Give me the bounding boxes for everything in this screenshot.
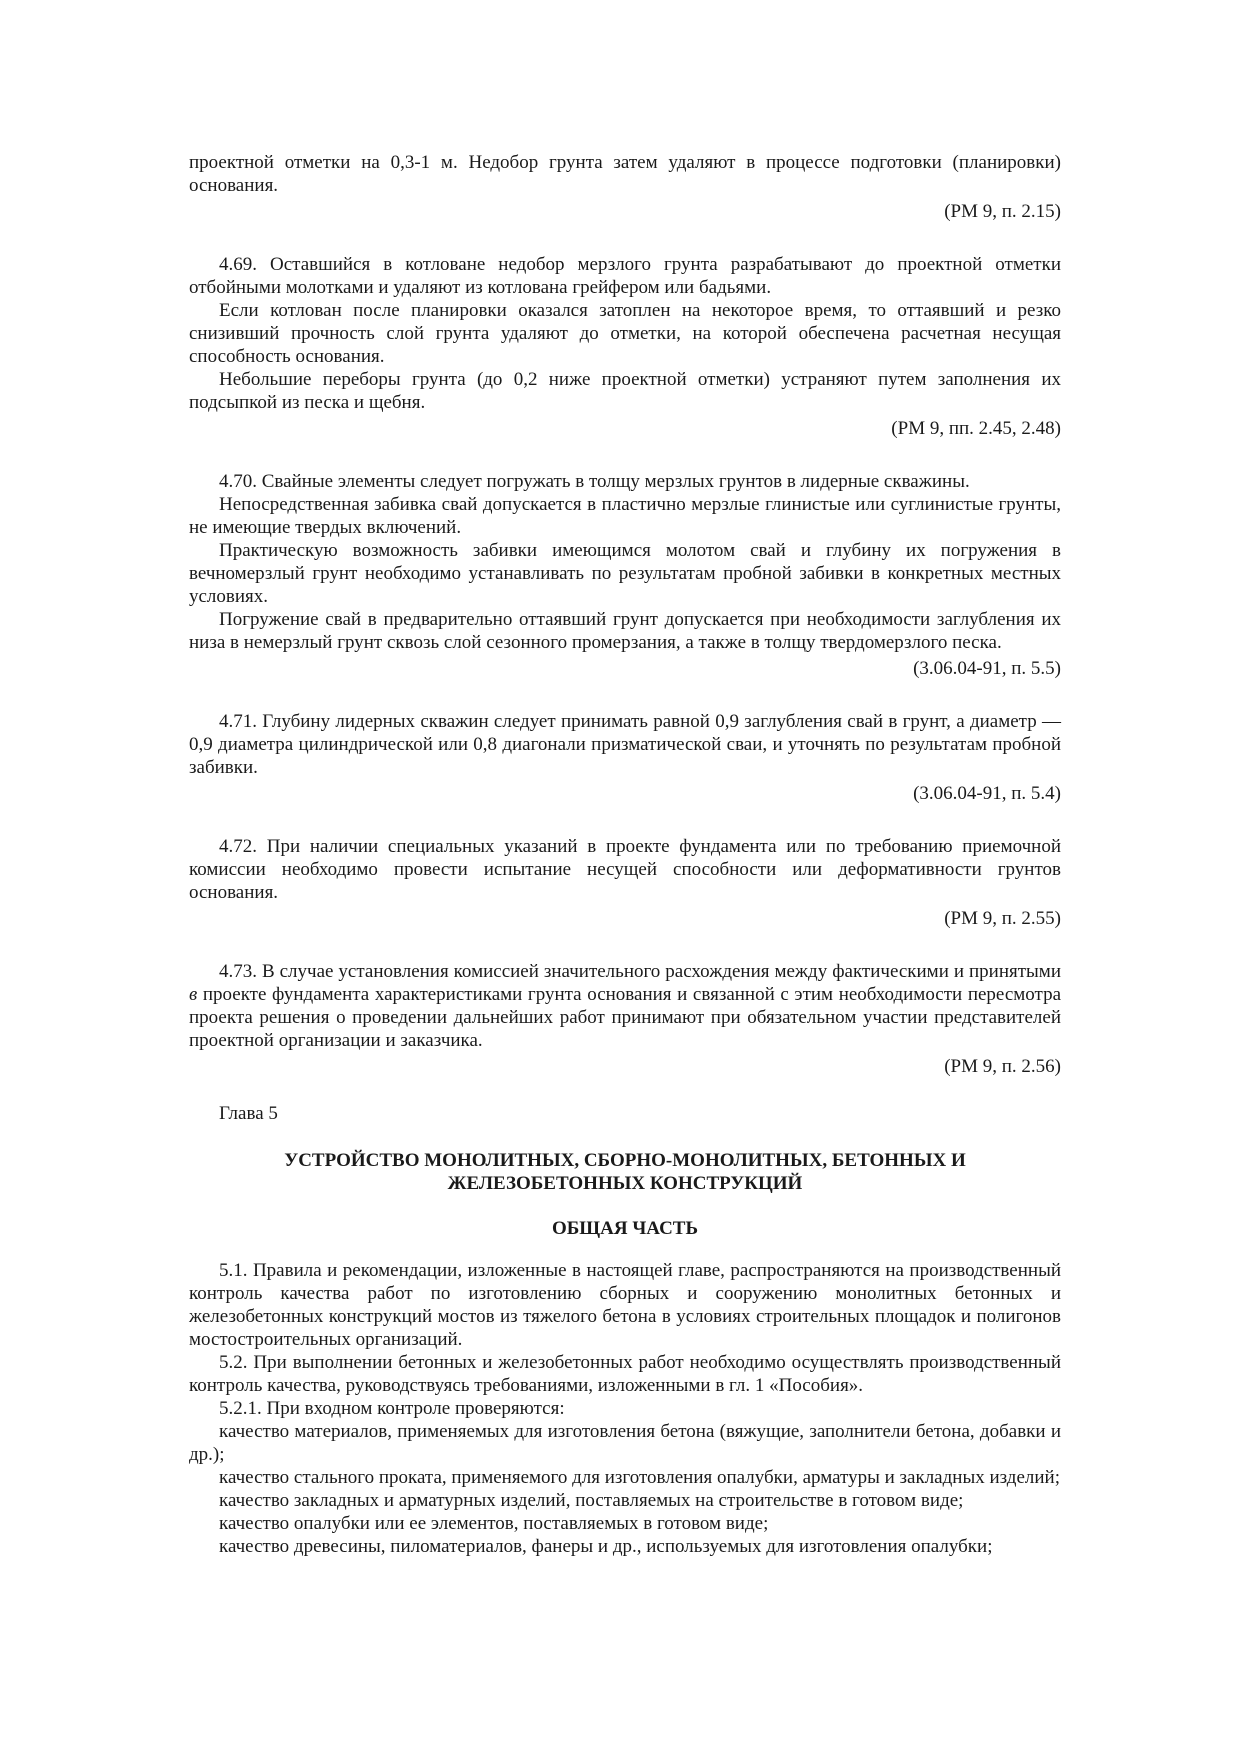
reference-intro: (РМ 9, п. 2.15) [944, 201, 1061, 222]
reference-4-70: (3.06.04-91, п. 5.5) [913, 658, 1061, 679]
paragraph-4-72: 4.72. При наличии специальных указаний в проекте фундамента или по требованию приемочной комиссии необходимо провести испытание несущей способности или деформативности грунтов основания. [189, 836, 1061, 903]
paragraph-5-1: 5.1. Правила и рекомендации, изложенные в настоящей главе, распространяются на производственный контроль качества работ по изготовлению сборных и сооружению монолитных бетонных и железобетонных конструкций мостов из тяжелого бетона в условиях строительных площадок и полигонов мостостроительных организаций. [189, 1260, 1061, 1350]
paragraph-4-73-part-b: проекте фундамента характеристиками грунта основания и связанной с этим необходимости пересмотра проекта решения о проведении дальнейших работ принимают при обязательном участии представителей проектной организации и заказчика. [189, 984, 1061, 1051]
paragraph-4-69-2: Если котлован после планировки оказался затоплен на некоторое время, то оттаявший и резко снизивший прочность слой грунта удаляют до отметки, на которой обеспечена расчетная несущая способность основания. [189, 300, 1061, 367]
document-page [189, 151, 1061, 1558]
chapter-title: УСТРОЙСТВО МОНОЛИТНЫХ, СБОРНО-МОНОЛИТНЫХ, БЕТОННЫХ И ЖЕЛЕЗОБЕТОННЫХ КОНСТРУКЦИЙ [284, 1150, 966, 1194]
list-item: качество древесины, пиломатериалов, фанеры и др., используемых для изготовления опалубки; [219, 1536, 993, 1557]
list-item: качество стального проката, применяемого для изготовления опалубки, арматуры и закладных изделий; [219, 1467, 1060, 1488]
paragraph-4-70-4: Погружение свай в предварительно оттаявший грунт допускается при необходимости заглубления их низа в немерзлый грунт сквозь слой сезонного промерзания, а также в толщу твердомерзлого песка. [189, 609, 1061, 653]
paragraph-4-73-italic: в [189, 984, 198, 1005]
list-item: качество закладных и арматурных изделий, поставляемых на строительстве в готовом виде; [219, 1490, 964, 1511]
paragraph-4-70-1: 4.70. Свайные элементы следует погружать в толщу мерзлых грунтов в лидерные скважины. [219, 471, 970, 492]
paragraph-5-2-1: 5.2.1. При входном контроле проверяются: [219, 1398, 565, 1419]
paragraph-4-73 [189, 960, 1061, 1052]
reference-4-72: (РМ 9, п. 2.55) [944, 908, 1061, 929]
reference-4-71: (3.06.04-91, п. 5.4) [913, 783, 1061, 804]
paragraph-4-69-3: Небольшие переборы грунта (до 0,2 ниже проектной отметки) устраняют путем заполнения их подсыпкой из песка и щебня. [189, 369, 1061, 413]
paragraph-4-73-part-a: 4.73. В случае установления комиссией значительного расхождения между фактическими и принятыми [219, 961, 1061, 982]
list-item: качество материалов, применяемых для изготовления бетона (вяжущие, заполнители бетона, добавки и др.); [189, 1421, 1061, 1465]
section-subtitle: ОБЩАЯ ЧАСТЬ [551, 1218, 699, 1239]
reference-4-69: (РМ 9, пп. 2.45, 2.48) [891, 418, 1061, 439]
paragraph-4-69-1: 4.69. Оставшийся в котловане недобор мерзлого грунта разрабатывают до проектной отметки отбойными молотками и удаляют из котлована грейфером или бадьями. [189, 254, 1061, 298]
chapter-label: Глава 5 [219, 1103, 278, 1124]
reference-4-73: (РМ 9, п. 2.56) [944, 1056, 1061, 1077]
paragraph-4-71: 4.71. Глубину лидерных скважин следует принимать равной 0,9 заглубления свай в грунт, а диаметр — 0,9 диаметра цилиндрической или 0,8 диагонали призматической сваи, и уточнять по результатам пробной забивки. [189, 711, 1061, 778]
paragraph-4-70-3: Практическую возможность забивки имеющимся молотом свай и глубину их погружения в вечномерзлый грунт необходимо устанавливать по результатам пробной забивки в конкретных местных условиях. [189, 540, 1061, 607]
paragraph-intro: проектной отметки на 0,3-1 м. Недобор грунта затем удаляют в процессе подготовки (планировки) основания. [189, 152, 1061, 196]
paragraph-5-2: 5.2. При выполнении бетонных и железобетонных работ необходимо осуществлять производственный контроль качества, руководствуясь требованиями, изложенными в гл. 1 «Пособия». [189, 1352, 1061, 1396]
paragraph-4-70-2: Непосредственная забивка свай допускается в пластично мерзлые глинистые или суглинистые грунты, не имеющие твердых включений. [189, 494, 1061, 538]
list-item: качество опалубки или ее элементов, поставляемых в готовом виде; [219, 1513, 769, 1534]
